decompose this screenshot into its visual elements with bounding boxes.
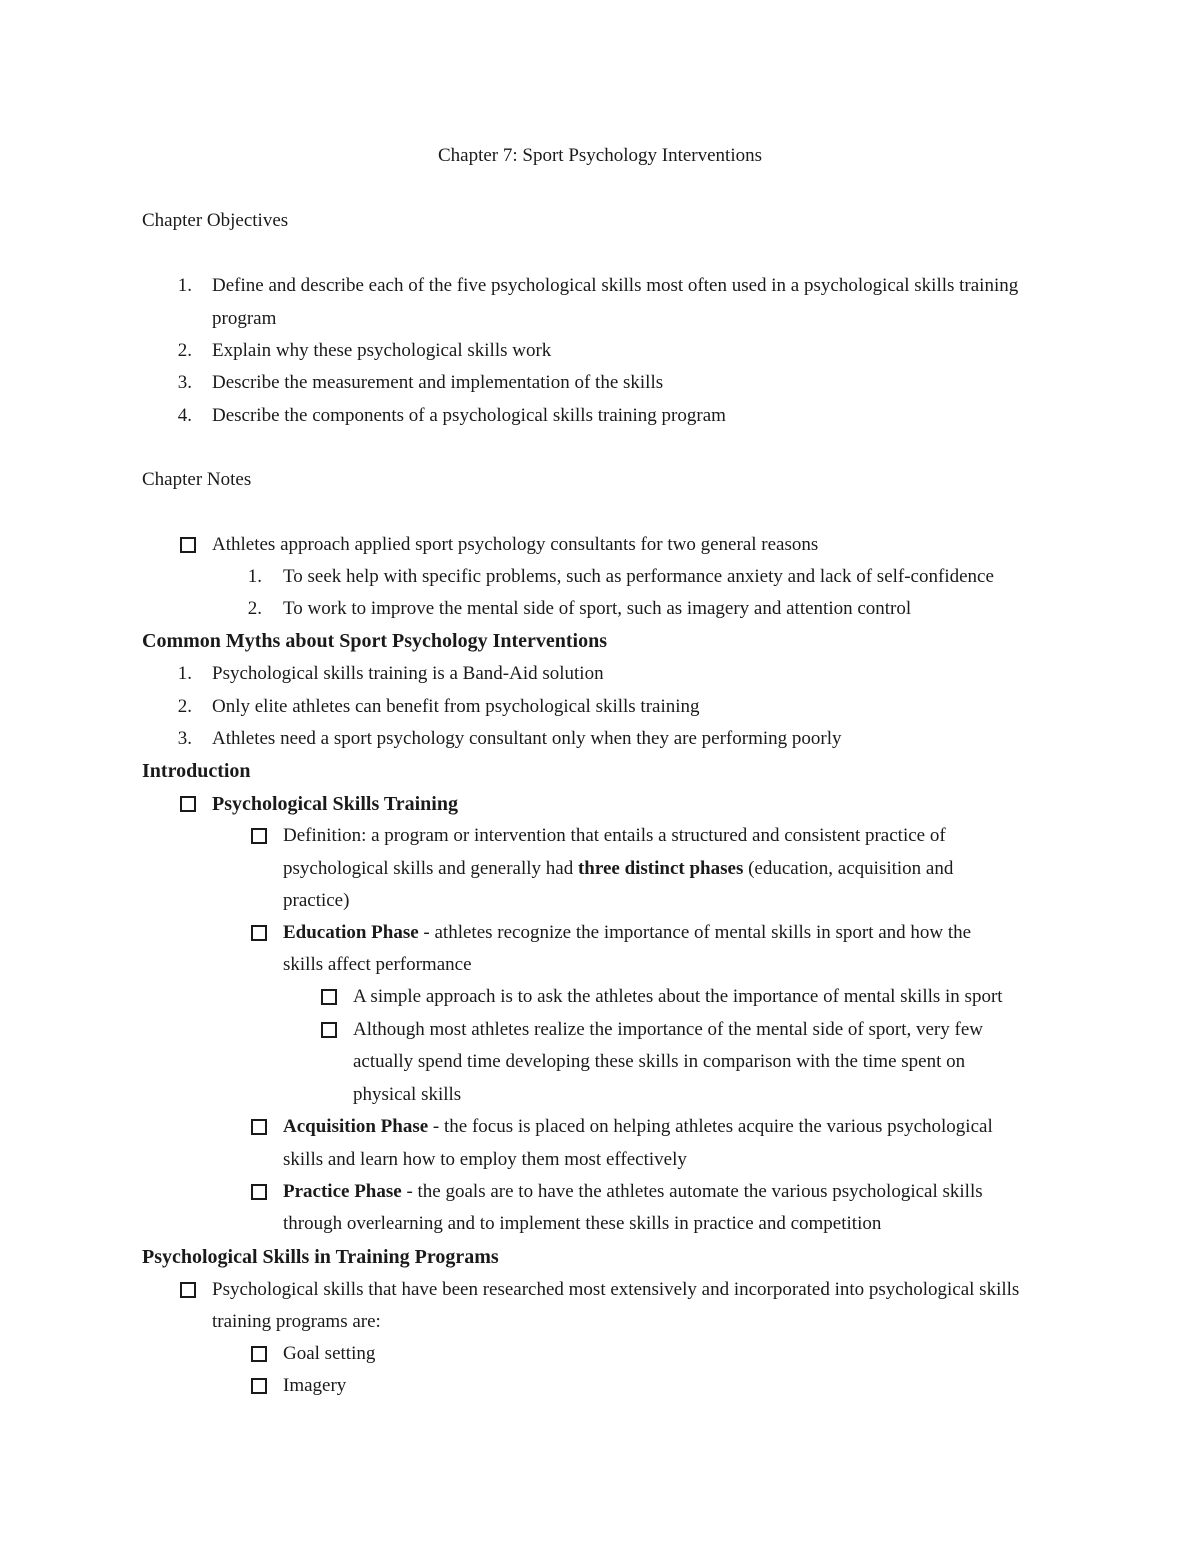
definition-line: Definition: a program or intervention that entails a structured and consistent practice of <box>283 825 946 846</box>
acquisition-phase-line: skills and learn how to employ them most effectively <box>283 1149 687 1170</box>
pst-heading: Psychological Skills Training <box>212 793 458 815</box>
reason-number: 1. <box>247 566 262 587</box>
practice-phase-line: through overlearning and to implement these skills in practice and competition <box>283 1213 882 1234</box>
education-phase-line: Education Phase - athletes recognize the importance of mental skills in sport and how the <box>283 922 972 943</box>
education-sub-item: Although most athletes realize the importance of the mental side of sport, very few <box>353 1019 983 1040</box>
objective-number: 1. <box>177 275 192 296</box>
myth-number: 3. <box>177 728 192 749</box>
checkbox-icon <box>251 1119 267 1135</box>
three-phases-emphasis: three distinct phases <box>577 858 744 879</box>
acquisition-phase-label: Acquisition Phase <box>283 1116 429 1137</box>
checkbox-icon <box>180 796 196 812</box>
education-sub-item: A simple approach is to ask the athletes about the importance of mental skills in sport <box>353 986 1003 1007</box>
notes-intro: Athletes approach applied sport psychology consultants for two general reasons <box>212 534 819 555</box>
myths-heading: Common Myths about Sport Psychology Interventions <box>142 630 608 652</box>
skill-item: Goal setting <box>283 1343 376 1364</box>
checkbox-icon <box>251 925 267 941</box>
education-phase-line: skills affect performance <box>283 954 472 975</box>
education-phase-label: Education Phase <box>283 922 419 943</box>
objective-text-continued: program <box>212 308 277 329</box>
checkbox-icon <box>321 989 337 1005</box>
checkbox-icon <box>321 1022 337 1038</box>
objectives-heading: Chapter Objectives <box>142 210 289 231</box>
introduction-heading: Introduction <box>142 760 251 782</box>
practice-phase-label: Practice Phase <box>283 1181 402 1202</box>
definition-line: psychological skills and generally had three distinct phases (education, acquisition and <box>283 858 954 879</box>
acquisition-phase-line: Acquisition Phase - the focus is placed on helping athletes acquire the various psychological <box>283 1116 993 1137</box>
education-sub-item: physical skills <box>353 1084 462 1105</box>
checkbox-icon <box>180 1282 196 1298</box>
education-sub-item: actually spend time developing these skills in comparison with the time spent on <box>353 1051 966 1072</box>
objective-number: 2. <box>177 340 192 361</box>
reason-text: To work to improve the mental side of sport, such as imagery and attention control <box>283 598 912 619</box>
definition-line: practice) <box>283 890 350 911</box>
checkbox-icon <box>251 1378 267 1394</box>
notes-heading: Chapter Notes <box>142 469 252 490</box>
reason-number: 2. <box>247 598 262 619</box>
objective-text: Describe the components of a psychological skills training program <box>212 405 726 426</box>
checkbox-icon <box>251 828 267 844</box>
programs-intro: training programs are: <box>212 1311 381 1332</box>
practice-phase-line: Practice Phase - the goals are to have the athletes automate the various psychological skills <box>283 1181 983 1202</box>
checkbox-icon <box>180 537 196 553</box>
myth-text: Only elite athletes can benefit from psychological skills training <box>212 696 700 717</box>
myth-number: 1. <box>177 663 192 684</box>
programs-heading: Psychological Skills in Training Programs <box>142 1246 499 1268</box>
objective-number: 3. <box>177 372 192 393</box>
checkbox-icon <box>251 1184 267 1200</box>
myth-number: 2. <box>177 696 192 717</box>
myth-text: Psychological skills training is a Band-Aid solution <box>212 663 604 684</box>
checkbox-icon <box>251 1346 267 1362</box>
myth-text: Athletes need a sport psychology consultant only when they are performing poorly <box>212 728 842 749</box>
skill-item: Imagery <box>283 1375 347 1396</box>
objective-text: Define and describe each of the five psychological skills most often used in a psychological skills training <box>212 275 1019 296</box>
objective-text: Explain why these psychological skills work <box>212 340 552 361</box>
page-title: Chapter 7: Sport Psychology Interventions <box>437 145 763 166</box>
objective-number: 4. <box>177 405 192 426</box>
programs-intro: Psychological skills that have been researched most extensively and incorporated into psychological skills <box>212 1279 1020 1300</box>
objective-text: Describe the measurement and implementation of the skills <box>212 372 664 393</box>
reason-text: To seek help with specific problems, such as performance anxiety and lack of self-confidence <box>283 566 994 587</box>
